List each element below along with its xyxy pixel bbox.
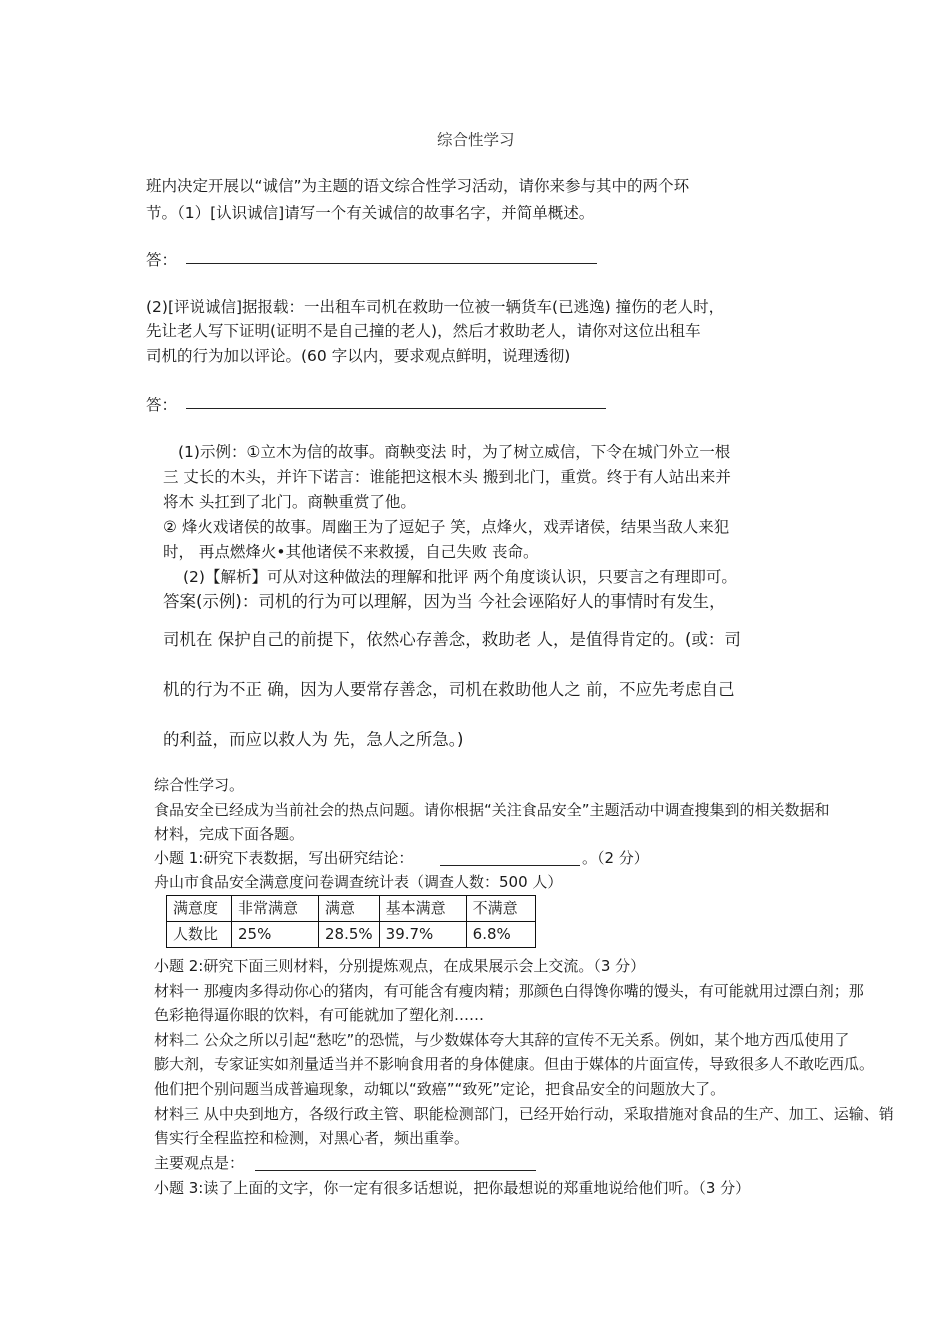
question-3: 小题 3:读了上面的文字，你一定有很多话想说，把你最想说的郑重地说给他们听。（3 分） — [154, 1179, 751, 1197]
material-1-line-1: 材料一 那瘦肉多得动你心的猪肉，有可能含有瘦肉精；那颜色白得馋你嘴的馒头，有可能就用过漂白剂；那 — [154, 982, 864, 1000]
material-2-line-3: 他们把个别问题当成普遍现象，动辄以“致癌”“致死”定论，把食品安全的问题放大了。 — [154, 1080, 726, 1098]
table-cell: 6.8% — [466, 922, 535, 948]
section-title: 综合性学习 — [437, 131, 515, 149]
q2-line-3: 司机的行为加以评论。(60 字以内，要求观点鲜明，说理透彻) — [146, 347, 571, 365]
material-2-line-1: 材料二 公众之所以引起“愁吃”的恐慌，与少数媒体夸大其辞的宣传不无关系。例如，某个地方西瓜使用了 — [154, 1031, 850, 1049]
table-cell: 39.7% — [379, 922, 466, 948]
answer-line-2[interactable] — [186, 408, 606, 409]
answer-label-2: 答： — [146, 396, 178, 414]
material-2-line-2: 膨大剂，专家证实如剂量适当并不影响食用者的身体健康。但由于媒体的片面宣传，导致很多人不敢吃西瓜。 — [154, 1055, 875, 1073]
q2-line-2: 先让老人写下证明(证明不是自己撞的老人)，然后才救助老人，请你对这位出租车 — [146, 322, 701, 340]
solution-answer-line-1: 答案(示例)：司机的行为可以理解，因为当 今社会诬陷好人的事情时有发生， — [163, 592, 726, 611]
section3-intro-1: 食品安全已经成为当前社会的热点问题。请你根据“关注食品安全”主题活动中调查搜集到的相关数据和 — [154, 801, 830, 819]
solution-line-2: 三 丈长的木头，并许下诺言：谁能把这根木头 搬到北门，重赏。终于有人站出来并 — [163, 468, 731, 486]
solution-line-4: ② 烽火戏诸侯的故事。周幽王为了逗妃子 笑，点烽火，戏弄诸侯，结果当敌人来犯 — [163, 518, 730, 536]
solution-answer-line-4: 的利益，而应以救人为 先，急人之所急。) — [163, 730, 464, 749]
table-header-row — [167, 896, 536, 922]
answer-line-1[interactable] — [186, 263, 597, 264]
table-cell: 25% — [232, 922, 319, 948]
solution-line-6: (2)【解析】可从对这种做法的理解和批评 两个角度谈认识，只要言之有理即可。 — [183, 568, 737, 586]
material-1-line-2: 色彩艳得逼你眼的饮料，有可能就加了塑化剂…… — [154, 1006, 485, 1024]
intro-line-2: 节。（1）[认识诚信]请写一个有关诚信的故事名字，并简单概述。 — [146, 204, 595, 222]
table-header-cell: 非常满意 — [232, 896, 319, 922]
table-row — [167, 922, 536, 948]
intro-line-1: 班内决定开展以“诚信”为主题的语文综合性学习活动，请你来参与其中的两个环 — [146, 177, 690, 195]
material-3-line-1: 材料三 从中央到地方，各级行政主管、职能检测部门，已经开始行动，采取措施对食品的生产、加工、运输、销 — [154, 1105, 894, 1123]
q2-line-1: (2)[评说诚信]据报载：一出租车司机在救助一位被一辆货车(已逃逸) 撞伤的老人时， — [146, 298, 725, 316]
section3-title: 综合性学习。 — [154, 776, 245, 794]
question-1-answer-line[interactable] — [440, 865, 580, 866]
table-cell: 28.5% — [319, 922, 380, 948]
table-header-cell: 满意度 — [167, 896, 232, 922]
question-1-end: 。（2 分） — [582, 849, 649, 867]
solution-answer-line-3: 机的行为不正 确，因为人要常存善念，司机在救助他人之 前，不应先考虑自己 — [163, 680, 735, 699]
solution-answer-line-2: 司机在 保护自己的前提下，依然心存善念，救助老 人，是值得肯定的。(或：司 — [163, 630, 741, 649]
table-header-cell: 不满意 — [466, 896, 535, 922]
solution-line-1: (1)示例：①立木为信的故事。商鞅变法 时，为了树立威信，下令在城门外立一根 — [178, 443, 731, 461]
main-view-label: 主要观点是： — [154, 1154, 245, 1172]
material-3-line-2: 售实行全程监控和检测，对黑心者，频出重拳。 — [154, 1129, 470, 1147]
section3-intro-2: 材料，完成下面各题。 — [154, 825, 305, 843]
table-header-cell: 满意 — [319, 896, 380, 922]
question-1: 小题 1:研究下表数据，写出研究结论： — [154, 849, 414, 867]
table-caption: 舟山市食品安全满意度问卷调查统计表（调查人数：500 人） — [154, 873, 563, 891]
solution-line-3: 将木 头扛到了北门。商鞅重赏了他。 — [163, 493, 416, 511]
satisfaction-table — [166, 895, 536, 948]
solution-line-5: 时， 再点燃烽火•其他诸侯不来救援，自己失败 丧命。 — [163, 543, 539, 561]
question-2: 小题 2:研究下面三则材料，分别提炼观点，在成果展示会上交流。（3 分） — [154, 957, 646, 975]
answer-label-1: 答： — [146, 251, 178, 269]
main-view-answer-line[interactable] — [255, 1170, 536, 1171]
table-cell: 人数比 — [167, 922, 232, 948]
table-header-cell: 基本满意 — [379, 896, 466, 922]
